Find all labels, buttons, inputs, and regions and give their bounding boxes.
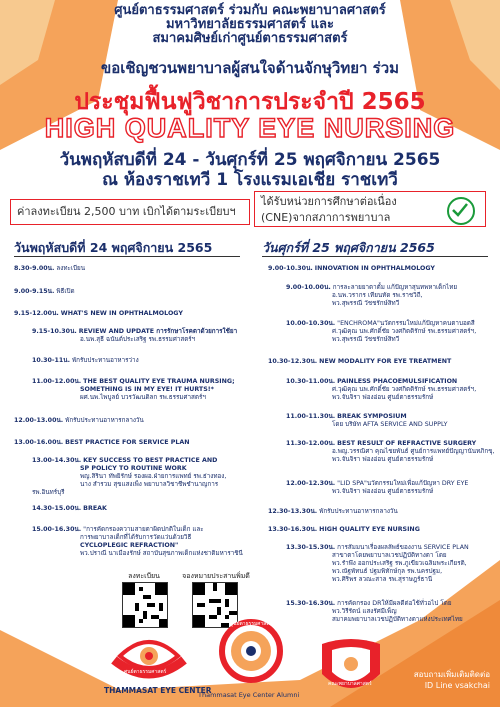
day2-heading: วันศุกร์ที่ 25 พฤศจิกายน 2565 — [262, 240, 435, 255]
schedule-item: 10.30-12.30น. NEW MODALITY FOR EYE TREATMENT — [268, 358, 452, 365]
schedule-item: 10.30-11น. พักรับประทานอาหารว่าง — [32, 357, 139, 364]
schedule-item: 13.00-16.00น. BEST PRACTICE FOR SERVICE PLAN — [14, 439, 190, 446]
organizer-lines — [0, 4, 500, 46]
qr-booking-label: จองหมายประสานพิ่มดี — [182, 572, 250, 580]
organizer-line-2: มหาวิทยาลัยธรรมศาสตร์ และ — [165, 17, 335, 32]
schedule-item: 9.15-10.30น. REVIEW AND UPDATE การรักษาโรคตาด้วยการใช้ยา อ.นพ.สุธี ฉนันต์ประเสริฐ รพ.ธรรมศาสตร์ฯ — [32, 328, 238, 343]
schedule-item: 9.00-10.30น. INNOVATION IN OPHTHALMOLOGY — [268, 265, 435, 272]
qr-register-label: ลงทะเบียน — [128, 572, 160, 580]
contact-line-2: ID Line vsakchai — [424, 681, 490, 690]
schedule-item: 15.30-16.30น. การคัดกรอง DRให้มีผลดีต่อใช้ทั่วอไป โดย พว.วิรีรัตน์ แสงรัศมีเพ็ญ สมาคมพยาบาลเวชปฏิบัติทางตาแห่งประเทศไทย — [286, 600, 463, 623]
schedule-item: 8.30-9.00น. ลงทะเบียน — [14, 265, 86, 272]
right-logo-ring-text: คณะพยาบาลศาสตร์ — [328, 681, 372, 687]
event-venue: ณ ห้องราชเทวี 1 โรงแรมเอเชีย ราชเทวี — [102, 170, 398, 190]
fee-box — [10, 199, 250, 225]
contact-line-1: สอบถามเพิ่มเติมติดต่อ — [413, 670, 490, 679]
center-logo-ring-text: ศูนย์ตาธรรมศาสตร์ — [230, 621, 273, 627]
schedule-item: 12.30-13.30น. พักรับประทานอาหารกลางวัน — [268, 508, 398, 515]
schedule-item: 10.00-10.30น. "ENCHROMA"นวัตกรรมใหม่แก้ปัญหาคนตาบอดสี ศ.วุฒิคุณ นพ.ศักดิ์ชัย วงศกิตติรักษ์ รพ.ธรรมศาสตร์ฯ, พว.สุพรรณี วัชชรักษ์สิทวี — [286, 320, 477, 343]
organizer-line-1: ศูนย์ตาธรรมศาสตร์ ร่วมกับ คณะพยาบาลศาสตร์ — [114, 3, 386, 18]
organizer-line-3: สมาคมศิษย์เก่าศูนย์ตาธรรมศาสตร์ — [152, 31, 348, 46]
schedule-item: 10.30-11.00น. PAINLESS PHACOEMULSIFICATION ศ.วุฒิคุณ นพ.ศักดิ์ชัย วงศกิตติรักษ์ รพ.ธรรมศาสตร์ฯ, พว.จันจิรา ฟองอ่อน ศูนย์ตาธรรมรักษ์ — [286, 378, 477, 401]
schedule-item: 9.00-9.15น. พิธีเปิด — [14, 288, 75, 295]
cne-line-2: (CNE)จากสภาการพยาบาล — [261, 211, 391, 224]
alumni-caption: Thammasat Eye Center Alumni — [198, 691, 300, 699]
schedule-item: 11.00-12.00น. THE BEST QUALITY EYE TRAUMA NURSING; SOMETHING IS IN MY EYE! IT HURTS!* ผศ.นพ.ไพบูลย์ บวรวัฒนดิลก รพ.ธรรมศาสตร์ฯ — [32, 378, 235, 401]
alumni-logo — [198, 618, 300, 704]
schedule-item: 9.00-10.00น. การละลายยาตาตั้ม แก้ปัญหาสุนทพหาเด็กไทย อ.นพ.วรากร เทียนทัด รพ.ราชวิถี, พว.สุพรรณี วัชชรักษ์สิทวี — [286, 284, 458, 307]
schedule-item: 15.00-16.30น. "การคัดกรองความสายตาผิดปกติในเด็ก และ การพยาบาลเด็กที่ได้รับการวัดแว่นด้วยวิธี CYCLOPLEGIC REFRACTION" พว.ปราณี นาเมืองรักษ์ สถาบันสุขภาพเด็กแห่งชาติมหาราชินี — [32, 526, 243, 557]
qr-code-register[interactable] — [122, 582, 168, 628]
checkmark-icon — [447, 197, 475, 225]
day1-heading: วันพฤหัสบดีที่ 24 พฤศจิกายน 2565 — [14, 240, 213, 255]
schedule-item: 9.15-12.00น. WHAT'S NEW IN OPHTHALMOLOGY — [14, 310, 183, 317]
fee-text: ค่าลงทะเบียน 2,500 บาท เบิกได้ตามระเบียบฯ — [17, 205, 236, 218]
schedule-item: 13.30-15.30น. การสัมมนาเรื่องผลลัพธ์ของงาน SERVICE PLAN สาขาตาโดยพยาบาลเวชปฏิบัติทางตา โดย พว.รำพึง ออกประเสริฐ รพ.ภูเขียวเฉลิมพระเกียรติ, พว.ณัฐพัทนธ์ ปฐมพิทักษ์กุล รพ.นครปฐม, พว.ศิริพร ลวณะสาล รพ.สุราษฎร์ธานี — [286, 544, 469, 583]
day2-divider — [262, 256, 488, 257]
title-english: HIGH QUALITY EYE NURSING — [44, 113, 456, 143]
left-logo-caption: THAMMASAT EYE CENTER — [104, 686, 212, 695]
cne-line-1: ได้รับหน่วยการศึกษาต่อเนื่อง — [261, 195, 397, 208]
title-thai: ประชุมฟื้นฟูวิชาการประจำปี 2565 — [74, 89, 426, 115]
thammasat-eye-center-logo — [104, 632, 212, 702]
nursing-faculty-logo — [318, 632, 384, 698]
schedule-item: 11.30-12.00น. BEST RESULT OF REFRACTIVE SURGERY อ.พญ.วรรณิศา คุณไชยพันธ์ ศูนย์การแพทย์ปัญญานันทภิกขุ, พว.จันจิรา ฟองอ่อน ศูนย์ตาธรรมรักษ์ — [286, 440, 495, 463]
schedule-item: 12.00-12.30น. "LID SPA"นวัตกรรมใหม่เพื่อแก้ปัญหา DRY EYE พว.จันจิรา ฟองอ่อน ศูนย์ตาธรรมรักษ์ — [286, 480, 469, 495]
cne-box — [254, 191, 486, 227]
schedule-item: 13.30-16.30น. HIGH QUALITY EYE NURSING — [268, 526, 420, 533]
contact-info — [404, 669, 490, 691]
day1-divider — [14, 256, 240, 257]
schedule-item: 14.30-15.00น. BREAK — [32, 505, 107, 512]
invite-line: ขอเชิญชวนพยาบาลผู้สนใจด้านจักษุวิทยา ร่วม — [100, 59, 400, 77]
event-dates: วันพฤหัสบดีที่ 24 - วันศุกร์ที่ 25 พฤศจิกายน 2565 — [59, 150, 441, 170]
left-logo-ring-text: ศูนย์ตาธรรมศาสตร์ — [124, 669, 167, 675]
schedule-item: 12.00-13.00น. พักรับประทานอาหารกลางวัน — [14, 417, 144, 424]
schedule-item: 11.00-11.30น. BREAK SYMPOSIUM โดย บริษัท AFTA SERVICE AND SUPPLY — [286, 413, 448, 428]
schedule-item: 13.00-14.30น. KEY SUCCESS TO BEST PRACTICE AND SP POLICY TO ROUTINE WORK พญ.สิรินา ทัพยิรักษ์ รองผอ.ฝ่ายการแพทย์ รพ.ธ่างทอง, นาง สำรวม สุขแสงเพ็ง พยาบาลวิชาชีพชำนาญการ รพ.อินทร์บุรี — [32, 457, 227, 496]
